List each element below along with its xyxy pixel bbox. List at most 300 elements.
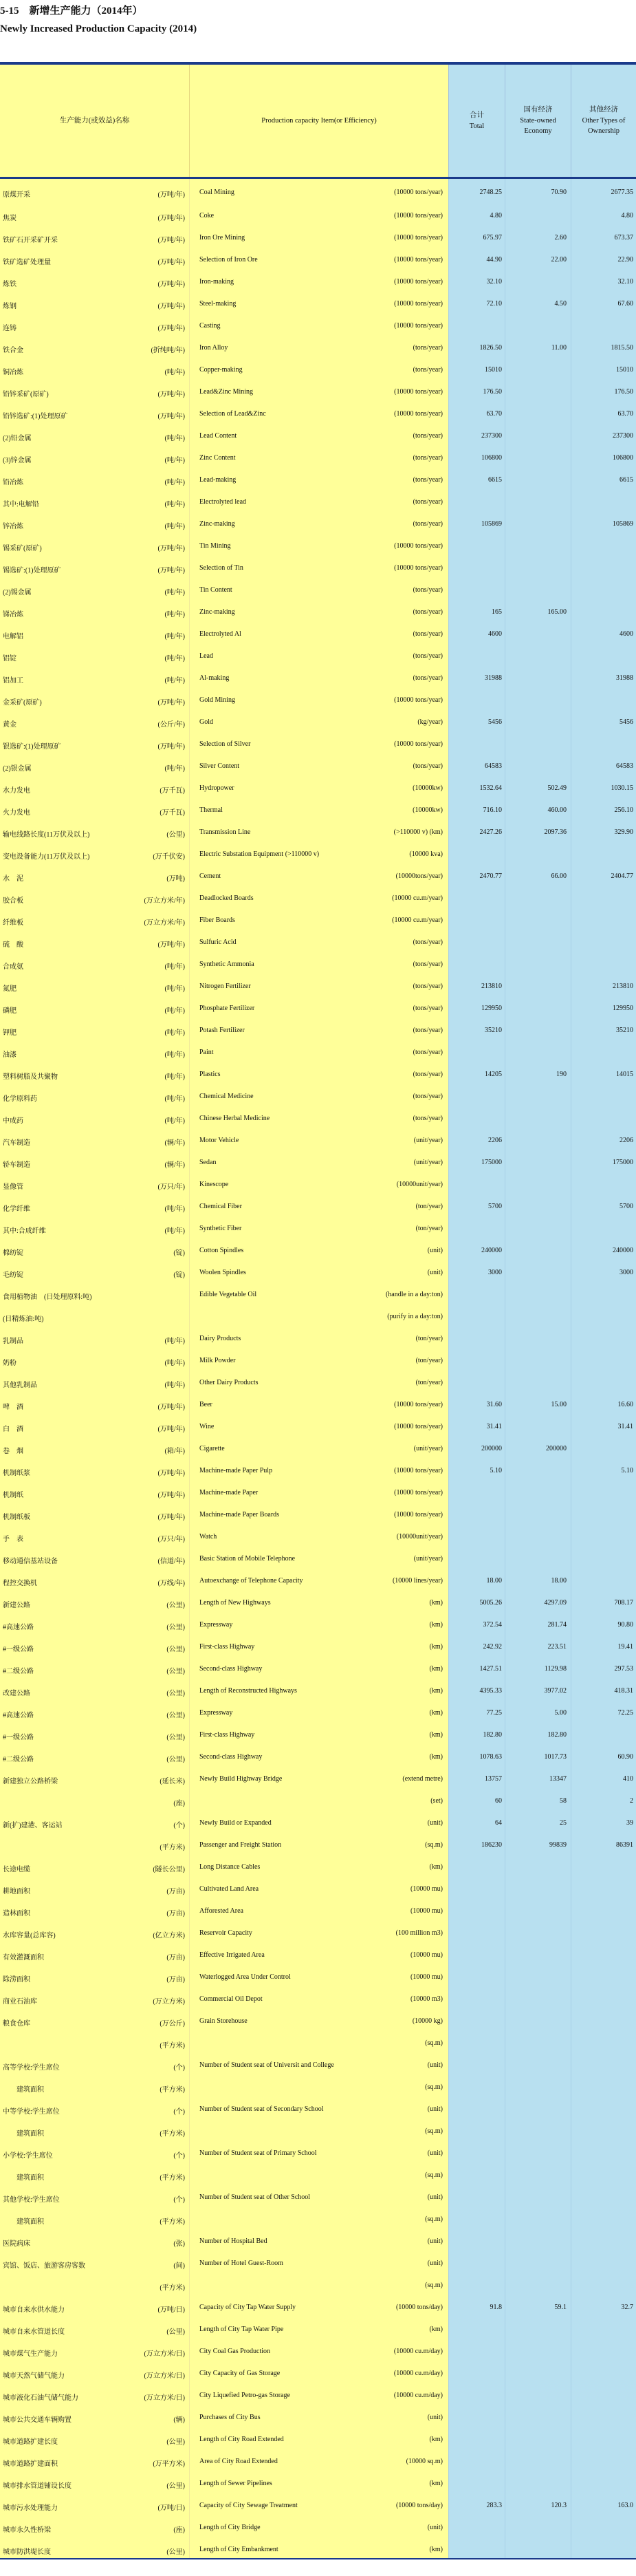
cell-item-en <box>189 1281 448 1303</box>
item-name-en: Zinc Content <box>199 454 236 462</box>
cell-state-owned: 190 <box>505 1061 571 1083</box>
item-name-cn: 其中:合成纤维 <box>3 1227 46 1235</box>
item-unit-en: (10000 tons/year) <box>394 1401 443 1408</box>
item-unit-cn: (平方米) <box>160 2174 185 2182</box>
cell-state-owned <box>505 687 571 709</box>
cell-other: 213810 <box>571 973 636 995</box>
item-name-en: Sedan <box>199 1159 217 1166</box>
cell-item-en <box>189 2228 448 2250</box>
table-row <box>0 2470 636 2492</box>
cell-item-cn <box>0 1699 189 1721</box>
cell-total: 1532.64 <box>448 775 505 797</box>
cell-item-en <box>189 511 448 533</box>
cell-item-cn <box>0 1105 189 1127</box>
item-name-cn: 建筑面积 <box>3 2174 44 2182</box>
cell-item-en <box>189 599 448 621</box>
cell-total <box>448 1369 505 1391</box>
cell-total <box>448 2404 505 2426</box>
cell-total: 716.10 <box>448 797 505 819</box>
table-row <box>0 422 636 444</box>
cell-total <box>448 951 505 973</box>
item-name-en: Length of Reconstructed Highways <box>199 1687 297 1695</box>
table-row <box>0 687 636 709</box>
cell-other: 256.10 <box>571 797 636 819</box>
cell-total <box>448 1523 505 1545</box>
cell-item-en <box>189 1435 448 1457</box>
cell-other <box>571 1039 636 1061</box>
cell-item-cn <box>0 1854 189 1876</box>
cell-item-en <box>189 2492 448 2514</box>
cell-item-cn <box>0 2118 189 2140</box>
cell-state-owned <box>505 1127 571 1149</box>
table-row <box>0 1721 636 1743</box>
item-name-cn: 锡采矿(原矿) <box>3 545 42 552</box>
item-unit-en: (unit) <box>427 2149 443 2157</box>
item-name-en: Thermal <box>199 806 223 814</box>
item-unit-en: (10000 tons/year) <box>394 542 443 550</box>
cell-item-cn <box>0 1061 189 1083</box>
cell-state-owned: 1017.73 <box>505 1743 571 1765</box>
item-unit-en: (km) <box>429 1621 443 1629</box>
cell-state-owned <box>505 1259 571 1281</box>
item-name-en: Lead Content <box>199 432 237 440</box>
cell-item-en <box>189 1413 448 1435</box>
item-unit-cn: (吨/年) <box>164 435 185 442</box>
cell-item-en <box>189 179 448 202</box>
cell-item-en <box>189 1171 448 1193</box>
item-unit-en: (km) <box>429 1643 443 1651</box>
table-bottom-rule <box>0 2558 636 2559</box>
item-name-en: Electrolyted lead <box>199 498 247 506</box>
item-unit-en: (10000 tons/year) <box>394 234 443 242</box>
item-name-cn: 铝加工 <box>3 677 23 685</box>
item-name-en: Machine-made Paper Pulp <box>199 1467 273 1474</box>
cell-other <box>571 2316 636 2338</box>
cell-state-owned <box>505 577 571 599</box>
item-name-en: Passenger and Freight Station <box>199 1841 282 1849</box>
item-unit-cn: (吨/年) <box>164 1360 185 1367</box>
cell-item-cn <box>0 268 189 290</box>
item-unit-en: (km) <box>429 1731 443 1739</box>
cell-item-cn <box>0 1589 189 1611</box>
item-name-en: Cigarette <box>199 1445 225 1452</box>
table-row <box>0 1854 636 1876</box>
cell-other <box>571 2008 636 2030</box>
cell-item-cn <box>0 1325 189 1347</box>
cell-total: 5.10 <box>448 1457 505 1479</box>
item-name-en: Effective Irrigated Area <box>199 1951 265 1959</box>
cell-state-owned <box>505 356 571 378</box>
cell-item-en <box>189 907 448 929</box>
item-unit-en: (tons/year) <box>413 960 443 968</box>
item-unit-cn: (锭) <box>173 1249 185 1257</box>
cell-total: 3000 <box>448 1259 505 1281</box>
cell-state-owned <box>505 2250 571 2272</box>
cell-total <box>448 1479 505 1501</box>
cell-other <box>571 2228 636 2250</box>
item-name-en: First-class Highway <box>199 1731 255 1739</box>
cell-state-owned <box>505 2426 571 2448</box>
cell-item-en <box>189 1303 448 1325</box>
cell-item-cn <box>0 2316 189 2338</box>
cell-item-cn <box>0 2206 189 2228</box>
table-row <box>0 2096 636 2118</box>
table-row <box>0 1457 636 1479</box>
item-name-en: First-class Highway <box>199 1643 255 1651</box>
item-unit-en: (km) <box>429 2436 443 2443</box>
cell-item-cn <box>0 665 189 687</box>
cell-item-en <box>189 1898 448 1920</box>
item-name-en: Selection of Lead&Zinc <box>199 410 266 418</box>
item-name-cn: 铅锌选矿:(1)处理原矿 <box>3 413 68 420</box>
cell-total: 15010 <box>448 356 505 378</box>
cell-item-cn <box>0 1017 189 1039</box>
cell-item-en <box>189 1061 448 1083</box>
item-name-en: Woolen Spindles <box>199 1269 246 1276</box>
cell-state-owned <box>505 709 571 731</box>
cell-state-owned <box>505 1964 571 1986</box>
item-unit-cn: (箱/年) <box>164 1448 185 1455</box>
item-unit-cn: (万立方米/日) <box>144 2372 185 2380</box>
cell-total: 242.92 <box>448 1633 505 1655</box>
cell-total <box>448 1215 505 1237</box>
cell-state-owned <box>505 533 571 555</box>
item-name-cn: 炼铁 <box>3 281 17 288</box>
cell-other <box>571 2206 636 2228</box>
table-row <box>0 2338 636 2360</box>
cell-total: 1078.63 <box>448 1743 505 1765</box>
cell-item-cn <box>0 555 189 577</box>
item-name-en: Length of New Highways <box>199 1599 271 1607</box>
cell-state-owned <box>505 1457 571 1479</box>
cell-total: 176.50 <box>448 378 505 400</box>
cell-state-owned: 25 <box>505 1810 571 1832</box>
item-name-cn: 卷 烟 <box>3 1448 23 1455</box>
item-unit-cn: (公里) <box>166 1624 185 1631</box>
cell-other <box>571 2052 636 2074</box>
cell-item-cn <box>0 709 189 731</box>
cell-total <box>448 2250 505 2272</box>
cell-item-en <box>189 775 448 797</box>
item-name-en: Number of Student seat of Primary School <box>199 2149 317 2157</box>
item-name-cn: #二级公路 <box>3 1756 34 1763</box>
table-row <box>0 179 636 202</box>
item-unit-en: (unit) <box>427 2237 443 2245</box>
item-unit-cn: (吨/年) <box>164 369 185 376</box>
item-unit-cn: (万吨/年) <box>157 545 185 552</box>
cell-state-owned <box>505 2206 571 2228</box>
item-name-cn: 乳制品 <box>3 1338 23 1345</box>
item-unit-en: (unit/year) <box>413 1159 443 1166</box>
cell-total <box>448 1105 505 1127</box>
cell-item-cn <box>0 2030 189 2052</box>
item-name-en: Lead-making <box>199 476 237 484</box>
cell-state-owned <box>505 466 571 489</box>
cell-other: 105869 <box>571 511 636 533</box>
table-row <box>0 1765 636 1788</box>
item-unit-en: (ton/year) <box>415 1225 443 1232</box>
cell-other <box>571 1303 636 1325</box>
cell-state-owned <box>505 2008 571 2030</box>
item-name-en: Machine-made Paper <box>199 1489 259 1496</box>
cell-item-cn <box>0 1083 189 1105</box>
table-row <box>0 2382 636 2404</box>
cell-state-owned <box>505 885 571 907</box>
cell-state-owned <box>505 2316 571 2338</box>
item-unit-en: (10000 m3) <box>410 1995 443 2003</box>
item-unit-en: (km) <box>429 2546 443 2553</box>
cell-item-en <box>189 1083 448 1105</box>
table-row <box>0 356 636 378</box>
cell-item-cn <box>0 1633 189 1655</box>
cell-item-en <box>189 356 448 378</box>
cell-state-owned <box>505 643 571 665</box>
cell-item-en <box>189 665 448 687</box>
table-row <box>0 775 636 797</box>
item-unit-en: (unit) <box>427 2524 443 2531</box>
cell-item-cn <box>0 2272 189 2294</box>
item-name-en: Grain Storehouse <box>199 2017 248 2025</box>
cell-state-owned: 22.00 <box>505 246 571 268</box>
table-row <box>0 444 636 466</box>
item-unit-cn: (万吨/年) <box>157 1514 185 1521</box>
item-name-cn: #一级公路 <box>3 1646 34 1653</box>
item-unit-en: (sq.m) <box>425 2171 443 2179</box>
header-item-en-label: Production capacity Item(or Efficiency) <box>261 116 377 125</box>
item-unit-cn: (万只/年) <box>157 1536 185 1543</box>
cell-total <box>448 2382 505 2404</box>
cell-item-en <box>189 797 448 819</box>
cell-state-owned: 502.49 <box>505 775 571 797</box>
cell-other: 2 <box>571 1788 636 1810</box>
item-unit-en: (10000unit/year) <box>396 1533 443 1541</box>
cell-total <box>448 1281 505 1303</box>
item-name-cn: 硫 酸 <box>3 941 23 949</box>
item-unit-en: (sq.m) <box>425 2083 443 2091</box>
cell-total: 106800 <box>448 444 505 466</box>
item-name-en: Commercial Oil Depot <box>199 1995 263 2003</box>
cell-other <box>571 2184 636 2206</box>
item-unit-en: (tons/year) <box>413 1049 443 1056</box>
table-row <box>0 202 636 224</box>
item-unit-cn: (万亩) <box>166 1976 185 1984</box>
item-unit-cn: (公里) <box>166 1734 185 1741</box>
cell-other <box>571 1479 636 1501</box>
table-row <box>0 533 636 555</box>
item-name-cn: 食用植物油 (日处理原料:吨) <box>3 1294 92 1301</box>
cell-item-cn <box>0 1765 189 1788</box>
cell-other <box>571 2536 636 2558</box>
cell-item-cn <box>0 577 189 599</box>
cell-item-en <box>189 444 448 466</box>
item-name-en: Capacity of City Tap Water Supply <box>199 2304 296 2311</box>
cell-other <box>571 2448 636 2470</box>
cell-state-owned: 200000 <box>505 1435 571 1457</box>
cell-other: 106800 <box>571 444 636 466</box>
cell-item-en <box>189 2360 448 2382</box>
table-row <box>0 2118 636 2140</box>
table-row <box>0 2162 636 2184</box>
cell-item-cn <box>0 2294 189 2316</box>
cell-item-en <box>189 929 448 951</box>
cell-total: 182.80 <box>448 1721 505 1743</box>
item-unit-en: (tons/year) <box>413 983 443 990</box>
item-unit-en: (10000 kg) <box>412 2017 443 2025</box>
item-unit-cn: (吨/年) <box>164 1095 185 1103</box>
item-name-en: Long Distance Cables <box>199 1863 261 1871</box>
item-unit-en: (ton/year) <box>415 1379 443 1386</box>
table-title-cn: 5-15 新增生产能力（2014年） <box>0 6 143 17</box>
cell-item-cn <box>0 1810 189 1832</box>
table-row <box>0 1083 636 1105</box>
item-name-en: Cement <box>199 872 221 880</box>
item-unit-en: (10000 tons/year) <box>394 410 443 418</box>
cell-other: 15010 <box>571 356 636 378</box>
cell-item-en <box>189 2140 448 2162</box>
item-unit-cn: (万千瓦) <box>160 809 185 817</box>
cell-other <box>571 2074 636 2096</box>
item-unit-cn: (公里) <box>166 2438 185 2446</box>
item-unit-en: (unit) <box>427 1247 443 1254</box>
item-name-cn: 轿车制造 <box>3 1161 30 1169</box>
table-row <box>0 246 636 268</box>
cell-total: 91.8 <box>448 2294 505 2316</box>
item-unit-cn: (吨/年) <box>164 1205 185 1213</box>
cell-item-en <box>189 1545 448 1567</box>
item-unit-en: (handle in a day:ton) <box>385 1291 443 1298</box>
item-name-cn: 程控交换机 <box>3 1580 37 1587</box>
cell-item-cn <box>0 753 189 775</box>
cell-state-owned: 1129.98 <box>505 1655 571 1677</box>
table-row <box>0 1127 636 1149</box>
cell-item-cn <box>0 1369 189 1391</box>
cell-item-en <box>189 1237 448 1259</box>
cell-other <box>571 1964 636 1986</box>
cell-total <box>448 1545 505 1567</box>
table-row <box>0 1259 636 1281</box>
cell-other <box>571 1369 636 1391</box>
cell-other: 4.80 <box>571 202 636 224</box>
item-name-en: Hydropower <box>199 784 234 792</box>
cell-item-cn <box>0 1920 189 1942</box>
table-row <box>0 1105 636 1127</box>
cell-total <box>448 2206 505 2228</box>
item-unit-en: (kg/year) <box>417 718 443 726</box>
item-name-en: Electrolyted Al <box>199 630 241 638</box>
cell-item-cn <box>0 2338 189 2360</box>
cell-other <box>571 2404 636 2426</box>
cell-state-owned <box>505 2162 571 2184</box>
cell-item-en <box>189 1479 448 1501</box>
table-row <box>0 1061 636 1083</box>
item-unit-en: (tons/year) <box>413 498 443 506</box>
cell-total: 31988 <box>448 665 505 687</box>
item-unit-cn: (公里) <box>166 1602 185 1609</box>
item-unit-en: (unit) <box>427 2414 443 2421</box>
item-unit-cn: (万立方米/年) <box>144 919 185 927</box>
item-unit-cn: (公里) <box>166 2548 185 2556</box>
cell-total <box>448 2184 505 2206</box>
cell-total <box>448 2074 505 2096</box>
cell-item-cn <box>0 2052 189 2074</box>
item-name-cn: 水库容量(总库容) <box>3 1932 56 1940</box>
cell-other: 129950 <box>571 995 636 1017</box>
cell-other <box>571 1567 636 1589</box>
table-row <box>0 1193 636 1215</box>
cell-state-owned <box>505 929 571 951</box>
item-name-cn: 其他乳制品 <box>3 1382 37 1389</box>
cell-state-owned <box>505 1281 571 1303</box>
cell-total: 237300 <box>448 422 505 444</box>
item-name-en: Coke <box>199 212 215 219</box>
cell-total <box>448 1303 505 1325</box>
cell-state-owned <box>505 2030 571 2052</box>
cell-total: 31.60 <box>448 1391 505 1413</box>
cell-total: 77.25 <box>448 1699 505 1721</box>
item-unit-cn: (万吨/年) <box>157 391 185 398</box>
item-unit-en: (10000 tons/year) <box>394 1511 443 1518</box>
cell-state-owned: 99839 <box>505 1832 571 1854</box>
table-row <box>0 1743 636 1765</box>
table-row <box>0 2030 636 2052</box>
cell-item-en <box>189 422 448 444</box>
item-unit-cn: (万公斤) <box>160 2020 185 2028</box>
item-name-en: Length of City Road Extended <box>199 2436 284 2443</box>
cell-item-cn <box>0 1655 189 1677</box>
item-name-cn: 炼钢 <box>3 303 17 310</box>
item-name-en: Paint <box>199 1049 214 1056</box>
item-name-cn: 建筑面积 <box>3 2218 44 2226</box>
cell-state-owned: 165.00 <box>505 599 571 621</box>
table-row <box>0 224 636 246</box>
cell-item-cn <box>0 2536 189 2558</box>
cell-item-en <box>189 1193 448 1215</box>
cell-item-en <box>189 1854 448 1876</box>
cell-other <box>571 1325 636 1347</box>
table-row <box>0 1149 636 1171</box>
item-unit-cn: (公里) <box>166 1646 185 1653</box>
item-name-en: Cultivated Land Area <box>199 1885 259 1893</box>
item-name-en: Iron-making <box>199 278 234 286</box>
item-unit-en: (tons/year) <box>413 652 443 660</box>
cell-total: 35210 <box>448 1017 505 1039</box>
item-unit-en: (extend metre) <box>402 1775 443 1783</box>
item-name-en: Area of City Road Extended <box>199 2458 278 2465</box>
cell-state-owned <box>505 555 571 577</box>
cell-item-cn <box>0 841 189 863</box>
cell-total: 240000 <box>448 1237 505 1259</box>
cell-other: 14015 <box>571 1061 636 1083</box>
item-unit-en: (unit) <box>427 2105 443 2113</box>
cell-item-en <box>189 1105 448 1127</box>
item-name-cn: 城市道路扩建长度 <box>3 2438 58 2446</box>
table-row <box>0 2404 636 2426</box>
item-unit-cn: (间) <box>173 2262 185 2270</box>
header-state-owned-cn: 国有经济 <box>523 105 553 114</box>
item-name-cn: 城市永久性桥梁 <box>3 2526 51 2534</box>
table-row <box>0 841 636 863</box>
cell-item-en <box>189 973 448 995</box>
cell-state-owned: 15.00 <box>505 1391 571 1413</box>
item-name-en: Motor Vehicle <box>199 1137 239 1144</box>
header-item-cn <box>0 65 189 177</box>
item-name-cn: 油漆 <box>3 1051 17 1059</box>
cell-item-en <box>189 709 448 731</box>
cell-item-cn <box>0 1876 189 1898</box>
cell-total: 4600 <box>448 621 505 643</box>
cell-total: 64 <box>448 1810 505 1832</box>
cell-state-owned: 4.50 <box>505 290 571 312</box>
